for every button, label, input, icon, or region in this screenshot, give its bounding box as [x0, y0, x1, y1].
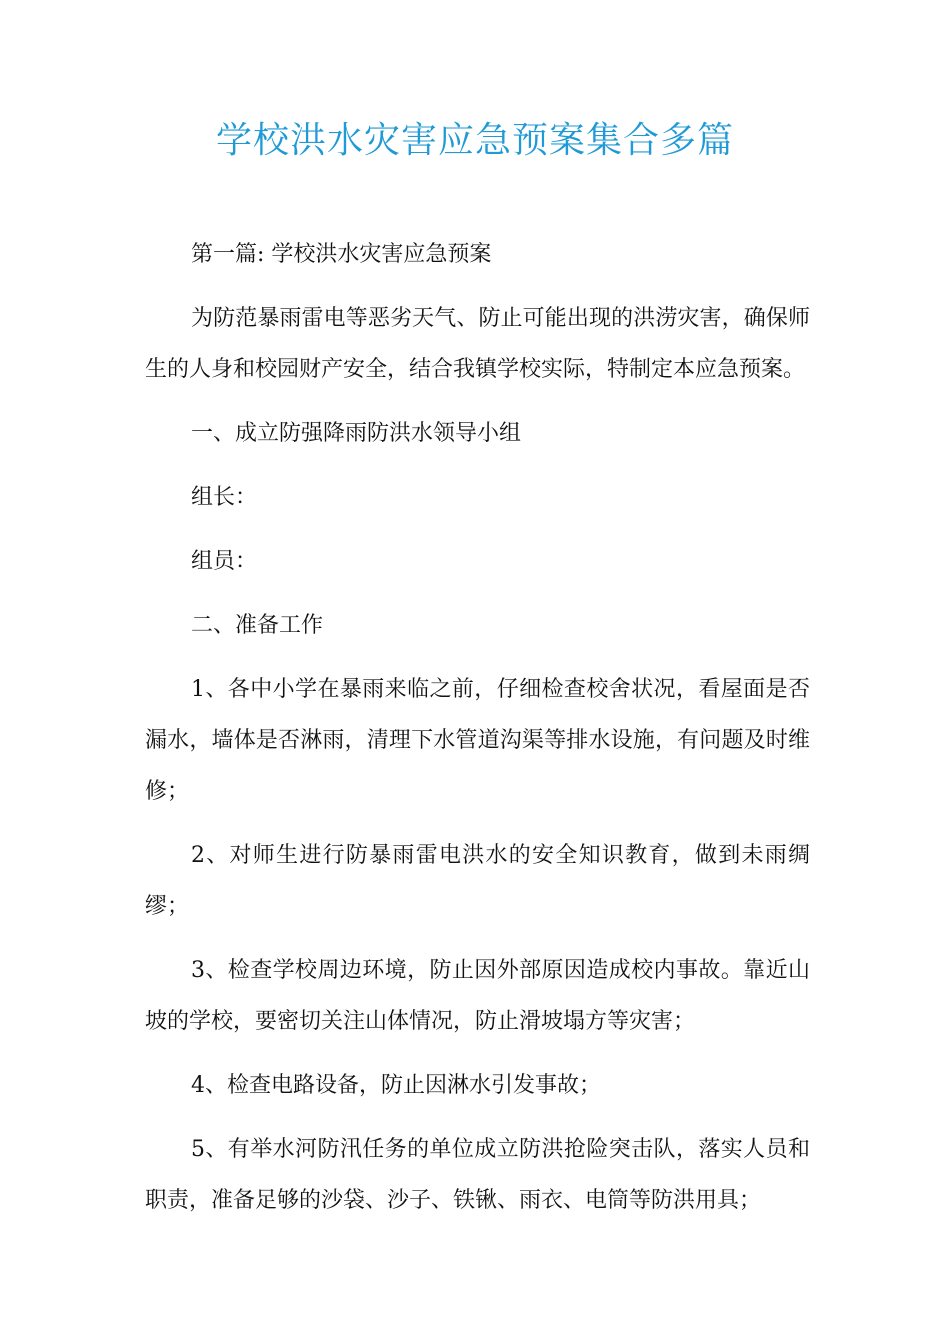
- list-item: 3、检查学校周边环境，防止因外部原因造成校内事故。靠近山坡的学校，要密切关注山体情况，防止滑坡塌方等灾害；: [145, 958, 810, 1034]
- intro-paragraph: 为防范暴雨雷电等恶劣天气、防止可能出现的洪涝灾害，确保师生的人身和校园财产安全，结合我镇学校实际，特制定本应急预案。: [145, 306, 810, 382]
- list-item: 2、对师生进行防暴雨雷电洪水的安全知识教育，做到未雨绸缪；: [145, 843, 810, 919]
- leader-line: 组长：: [191, 485, 258, 510]
- document-body: [145, 229, 810, 1239]
- list-item: 4、检查电路设备，防止因淋水引发事故；: [191, 1073, 601, 1098]
- section-heading: 二、准备工作: [191, 613, 324, 638]
- members-line: 组员：: [191, 549, 258, 574]
- section-heading: 一、成立防强降雨防洪水领导小组: [191, 421, 522, 446]
- document-title: 学校洪水灾害应急预案集合多篇: [215, 120, 734, 161]
- list-item: 5、有举水河防汛任务的单位成立防洪抢险突击队，落实人员和职责，准备足够的沙袋、沙子、铁锹、雨衣、电筒等防洪用具；: [145, 1137, 810, 1213]
- list-item: 1、各中小学在暴雨来临之前，仔细检查校舍状况，看屋面是否漏水，墙体是否淋雨，清理下水管道沟渠等排水设施，有问题及时维修；: [145, 677, 810, 804]
- section-heading: 第一篇: 学校洪水灾害应急预案: [191, 242, 492, 267]
